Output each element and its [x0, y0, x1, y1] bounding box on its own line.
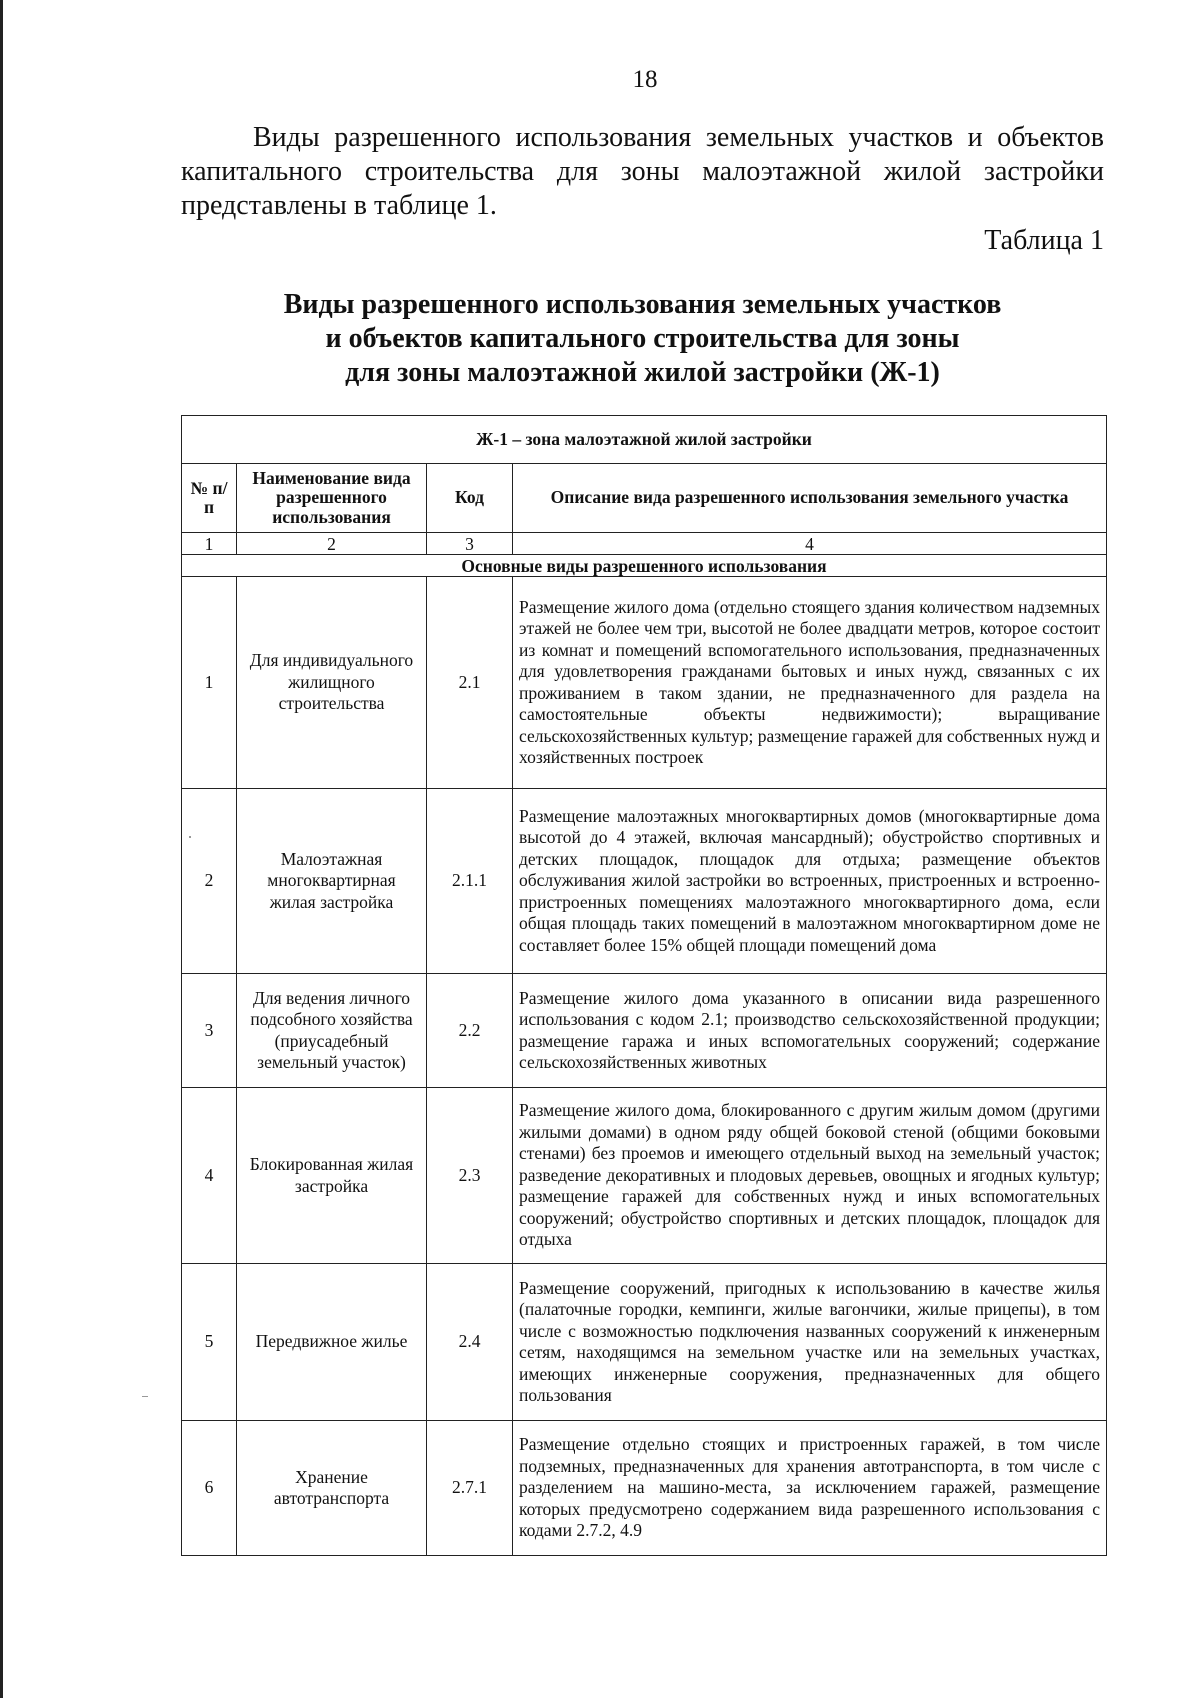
row-desc: Размещение жилого дома, блокированного с другим жилым домом (другими жилыми домами) в одном ряду общей боковой стеной (общими боковыми стенами) без проемов и имеющего отдельный выход на земельный участок; разведение декоративных и плодовых деревьев, овощных и ягодных культур; размещение гаражей для собственных нужд и иных вспомогательных сооружений; обустройство спортивных и детских площадок, площадок для отдыха — [513, 1088, 1107, 1264]
land-use-table — [181, 415, 1107, 1556]
row-desc: Размещение сооружений, пригодных к использованию в качестве жилья (палаточные городки, кемпинги, жилые вагончики, жилые прицепы), в том числе с возможностью подключения названных сооружений к инженерным сетям, находящимся на земельном участке или на земельных участках, имеющих инженерные сооружения, предназначенных для общего пользования — [513, 1264, 1107, 1421]
row-name: Блокированная жилая застройка — [237, 1088, 427, 1264]
row-name: Для индивидуального жилищного строительства — [237, 577, 427, 789]
row-num: 1 — [182, 577, 237, 789]
row-desc: Размещение жилого дома указанного в описании вида разрешенного использования с кодом 2.1; производство сельскохозяйственной продукции; размещение гаража и иных вспомогательных сооружений; содержание сельскохозяйственных животных — [513, 974, 1107, 1088]
row-desc: Размещение малоэтажных многоквартирных домов (многоквартирные дома высотой до 4 этажей, включая мансардный); обустройство спортивных и детских площадок, площадок для отдыха; размещение объектов обслуживания жилой застройки во встроенных, пристроенных и встроенно-пристроенных помещениях малоэтажного многоквартирного дома, если общая площадь таких помещений в малоэтажном многоквартирном доме не составляет более 15% общей площади помещений дома — [513, 789, 1107, 974]
row-num: 3 — [182, 974, 237, 1088]
caption-line-1: Виды разрешенного использования земельных участков — [283, 289, 1002, 320]
table-row — [182, 1264, 1107, 1421]
row-code: 2.1.1 — [427, 789, 513, 974]
row-code: 2.1 — [427, 577, 513, 789]
row-code: 2.7.1 — [427, 1421, 513, 1556]
column-number: 3 — [427, 533, 513, 555]
row-num: 2 — [182, 789, 237, 974]
table-row — [182, 974, 1107, 1088]
row-code: 2.3 — [427, 1088, 513, 1264]
table-row — [182, 789, 1107, 974]
row-num: 5 — [182, 1264, 237, 1421]
caption-line-2: и объектов капитального строительства для зоны — [325, 323, 960, 354]
row-name: Для ведения личного подсобного хозяйства (приусадебный земельный участок) — [237, 974, 427, 1088]
row-name: Малоэтажная многоквартирная жилая застройка — [237, 789, 427, 974]
table-caption — [181, 288, 1104, 390]
scan-mark — [142, 1396, 148, 1397]
table-row — [182, 577, 1107, 789]
zone-title-row — [182, 416, 1107, 464]
zone-title: Ж-1 – зона малоэтажной жилой застройки — [182, 416, 1107, 464]
column-number: 2 — [237, 533, 427, 555]
row-desc: Размещение жилого дома (отдельно стоящего здания количеством надземных этажей не более чем три, высотой не более двадцати метров, которое состоит из комнат и помещений вспомогательного использования, предназначенных для удовлетворения гражданами бытовых и иных нужд, связанных с их проживанием в таком здании, не предназначенного для раздела на самостоятельные объекты недвижимости); выращивание сельскохозяйственных культур; размещение гаражей для собственных нужд и хозяйственных построек — [513, 577, 1107, 789]
column-number-row — [182, 533, 1107, 555]
row-num: 4 — [182, 1088, 237, 1264]
row-name: Передвижное жилье — [237, 1264, 427, 1421]
header-code: Код — [427, 464, 513, 533]
section-row — [182, 555, 1107, 577]
caption-line-3: для зоны малоэтажной жилой застройки (Ж-1) — [345, 357, 940, 388]
header-num: № п/п — [182, 464, 237, 533]
intro-paragraph: Виды разрешенного использования земельных участков и объектов капитального строительства для зоны малоэтажной жилой застройки представлены в таблице 1. — [181, 122, 1104, 221]
section-title: Основные виды разрешенного использования — [182, 555, 1107, 577]
row-num: 6 — [182, 1421, 237, 1556]
header-desc: Описание вида разрешенного использования земельного участка — [513, 464, 1107, 533]
header-row — [182, 464, 1107, 533]
table-row — [182, 1421, 1107, 1556]
row-code: 2.4 — [427, 1264, 513, 1421]
header-name: Наименование вида разрешенного использования — [237, 464, 427, 533]
row-name: Хранение автотранспорта — [237, 1421, 427, 1556]
column-number: 4 — [513, 533, 1107, 555]
row-code: 2.2 — [427, 974, 513, 1088]
row-desc: Размещение отдельно стоящих и пристроенных гаражей, в том числе подземных, предназначенных для хранения автотранспорта, в том числе с разделением на машино-места, за исключением гаражей, размещение которых предусмотрено содержанием вида разрешенного использования с кодами 2.7.2, 4.9 — [513, 1421, 1107, 1556]
table-label: Таблица 1 — [984, 225, 1104, 256]
page-number: 18 — [632, 66, 658, 93]
table-row — [182, 1088, 1107, 1264]
column-number: 1 — [182, 533, 237, 555]
scan-left-edge — [0, 0, 3, 1698]
